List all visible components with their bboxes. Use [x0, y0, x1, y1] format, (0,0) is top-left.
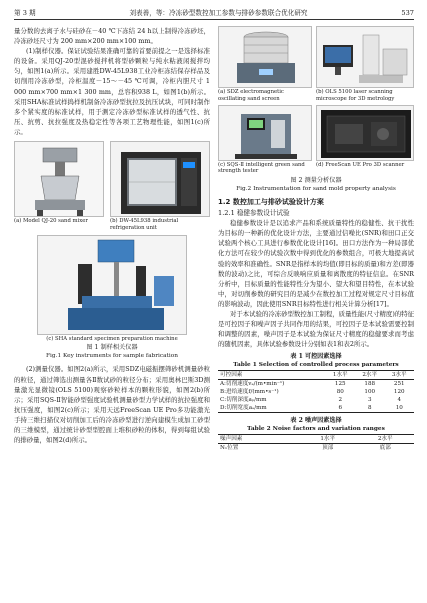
table-cell: N₁位置	[220, 445, 239, 452]
table-row	[218, 444, 414, 453]
table-2-caption-zh: 表 2 噪声因素选择	[290, 417, 342, 425]
table-header-row	[218, 435, 414, 444]
measurement-instruments-paragraph: (2)测量仪器。如图2(a)所示，采用SDZ电磁振摆筛砂机测量砂粒的粒径，通过筛选出测量各Ⅱ数试砂的粒径分布；采用奥林巴斯3D测量激光显微镜(OLS 5100)观察砂粒样本的颗粒形貌，如图2(b)所示；采用SQS-Ⅱ智能砂型强度试验机测量砂型力学试样的抗拉强度和抗压强度，如图2(c)所示；采用天远FreeScan UE Pro多功能激光手持三维扫描仪对切削加工后的冷冻砂型进行逆向建模生成加工砂型的三维模型，通过统计砂型型腔面上堆积砂粒的体积，得到每组试验的排砂量，如图2(d)所示。	[14, 365, 210, 445]
controlled-factors-table	[218, 370, 414, 413]
issue-number: 第 3 期	[14, 9, 36, 17]
table-header-cell: 1水平	[326, 371, 355, 380]
table-cell: A:切削速度vₐ/(m•min⁻¹)	[220, 381, 285, 388]
robust-design-paragraph: 稳健参数设计是以追求产品和系统质量特性的稳健性、抗干扰性为目标的一种新的优化设计方法，主要通过信噪比(SNR)和田口正交试验两个核心工具进行参数优化设计[16]。田口方法作为一种局部优化方法可在较少的试验次数中得到优化的参数组合，可极大地提高试验的效率和准确性。SNR是指样本的均值(即目标的质量)和方差(即器数的波动)之比，可综合反映响应质量和离散度的特征信息。在SNR分析中，目标质量的性能特性分为望小、望大和望目特性，在本试验中，对切削参数的研究目的是减少在数控加工过程对规定尺寸目标值的影响波动，因此使用SNR目标特性进行相关计算分析[17]。	[218, 219, 414, 308]
figure-2d-caption: (d) FreeScan UE Pro 3D scanner	[316, 161, 405, 168]
specimen-machine-image	[37, 235, 187, 335]
table-cell: D:切削宽度aₑ/mm	[220, 405, 267, 412]
table-header-row	[218, 371, 414, 380]
table-cell: 6	[338, 405, 343, 412]
table-cell: 120	[393, 389, 405, 396]
figure-1b-caption: (b) DW-45L938 industrial refrigeration unit	[110, 218, 179, 231]
figure-1a-caption: (a) Model QJ-20 sand mixer	[14, 218, 88, 225]
table-cell: 80	[336, 389, 344, 396]
table-cell: 188	[364, 381, 376, 388]
table-row	[218, 404, 414, 413]
3d-scanner-image	[316, 105, 414, 161]
left-column	[14, 26, 210, 445]
table-header-cell: 3水平	[385, 371, 415, 380]
table-cell: 125	[334, 381, 346, 388]
figure-2	[218, 26, 414, 193]
table-1-caption-en: Table 1 Selection of controlled process parameters	[233, 362, 399, 369]
table-cell: 10	[395, 405, 403, 412]
page-header	[14, 6, 414, 20]
factor-description-paragraph: 对于本试验的冷冻砂型数控加工制程，质量性能(尺寸精度)的特征是可控因子和噪声因子共同作用的结果，可控因子是本试验需要控制和调整的因素，噪声因子是本试验为保证尺寸精度的稳健要求而考虑的随机因素，具体试验参数设计分别如表1和表2所示。	[218, 310, 414, 349]
table-2-caption-en: Table 2 Noise factors and variation ranges	[247, 426, 385, 433]
table-cell: 底部	[379, 445, 391, 452]
strength-tester-image	[218, 105, 312, 161]
table-header-cell: 2水平	[356, 435, 414, 444]
figure-1-caption-zh: 图 1 制样相关仪器	[86, 344, 138, 352]
table-cell: 8	[367, 405, 372, 412]
table-cell: 251	[393, 381, 405, 388]
table-cell: B:进给速度f/(mm•s⁻¹)	[220, 389, 279, 396]
sample-instruments-paragraph: (1)制样仪器。保证试验结果准确可靠的首要前提之一是选择标准的设备。采用QJ-20型混砂搅拌机将型砂颗粒与纯水粘液闲搅拌均匀，如图1(a)所示。采用建胜DW-45L938工业冷柜冻结保存样品及切削用冷冻砂型，冷柜温度－15～－45 ℃可调，冷柜内胆尺寸 1 000 mm×700 mm×1 300 mm，总容积938 L，如图1(b)所示。采用SHA标准试样捣样机制备冷冻砂型抗拉及抗压试块，可同时制作多个紧实度的标准试样，用于测定冷冻砂型标准试样的透气性、抗压、抗剪、抗拉强度及热稳定性等各项工艺物理性能，如图1(c)所示。	[14, 47, 210, 136]
figure-1c-caption: (c) SHA standard specimen preparation machine	[46, 335, 178, 342]
figure-2-caption-en: Fig.2 Instrumentation for sand mold property analysis	[236, 186, 396, 193]
figure-2-caption-zh: 图 2 测量分析仪器	[290, 177, 342, 185]
figure-2c-caption: (c) SQS-Ⅱ intelligent green sand strength tester	[218, 161, 305, 175]
noise-factors-table	[218, 434, 414, 452]
table-cell: 100	[364, 389, 376, 396]
table-cell: 3	[367, 397, 372, 404]
sand-mixer-image	[14, 141, 104, 217]
refrigeration-unit-image	[110, 141, 210, 217]
table-row	[218, 380, 414, 389]
table-header-cell: 2水平	[355, 371, 384, 380]
table-header-cell: 1水平	[299, 435, 357, 444]
table-cell: C:切削深度aₚ/mm	[220, 397, 267, 404]
subsection-heading: 1.2.1 稳健参数设计试验	[218, 209, 290, 218]
running-title: 刘表善，等：冷冻砂型数控加工参数与排砂参数联合优化研究	[129, 9, 308, 17]
figure-1-caption-en: Fig.1 Key instruments for sample fabrication	[46, 353, 178, 360]
intro-paragraph: 量分数的去离子水与硅砂在－40 ℃下冻结 24 h以上制得冷冻砂坯，冷冻砂坯尺寸为 200 mm×200 mm×100 mm。	[14, 27, 210, 46]
table-header-cell: 噪声因素	[218, 435, 299, 444]
table-cell: 4	[397, 397, 402, 404]
right-column	[218, 26, 414, 452]
section-heading: 1.2 数控加工与排砂试验设计方案	[218, 198, 324, 207]
sand-screen-image	[218, 26, 312, 88]
table-1-caption-zh: 表 1 可控因素选择	[290, 353, 342, 361]
table-row	[218, 396, 414, 404]
laser-microscope-image	[316, 26, 414, 88]
page-number: 537	[401, 9, 414, 17]
table-cell: 顶部	[322, 445, 334, 452]
figure-2a-caption: (a) SDZ electromagnetic oscillating sand screen	[218, 89, 284, 102]
table-header-cell: 可控因素	[218, 371, 326, 380]
table-cell: 2	[338, 397, 343, 404]
figure-1	[14, 141, 210, 360]
table-row	[218, 388, 414, 396]
figure-2b-caption: (b) OLS 5100 laser scanning microscope for 3D metrology	[316, 89, 395, 102]
